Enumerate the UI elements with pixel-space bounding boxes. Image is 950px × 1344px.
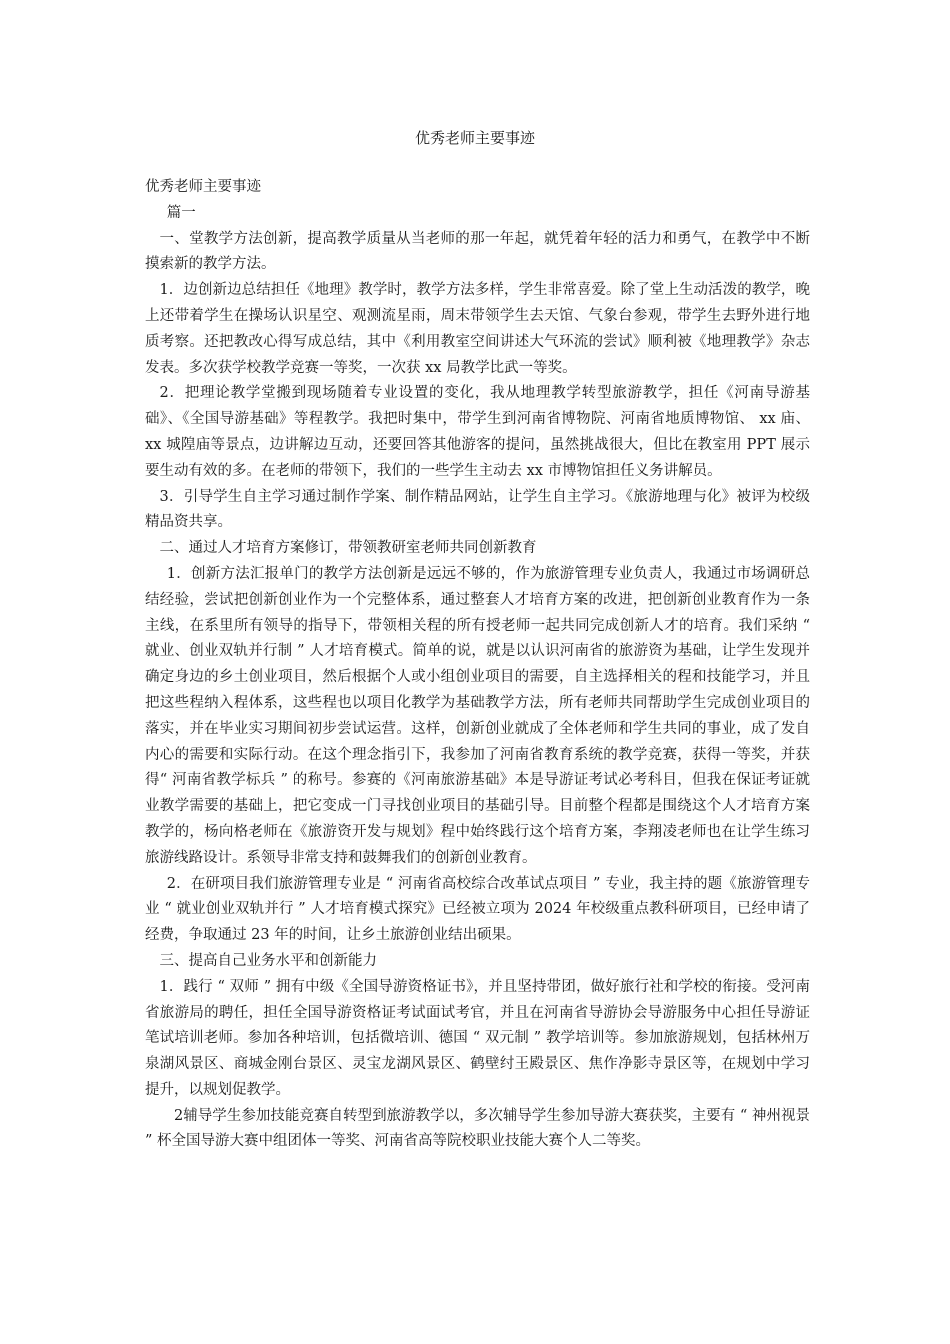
paragraph-2-2: 2．在研项目我们旅游管理专业是 “ 河南省高校综合改革试点项目 ” 专业，我主持的题《旅游管理专业 “ 就业创业双轨并行 ” 人才培育模式探究》已经被立项为 2024 年校级重点教科研项目，已经申请了经费，争取通过 23 年的时间，让乡土旅游创业结出硕果。 [145,875,810,944]
paragraph-1-2: 2．把理论教学堂搬到现场随着专业设置的变化，我从地理教学转型旅游教学，担任《河南导游基础》、《全国导游基础》等程教学。我把时集中，带学生到河南省博物院、河南省地质博物馆、 xx 庙、 xx 城隍庙等景点，边讲解边互动，还要回答其他游客的提问，虽然挑战很大，但比在教室用 PPT 展示要生动有效的多。在老师的带领下，我们的一些学生主动去 xx 市博物馆担任义务讲解员。 [145,385,810,479]
document-subtitle: 优秀老师主要事迹 [145,179,261,195]
section-heading-3: 三、提高自己业务水平和创新能力 [159,952,377,969]
paragraph-1-3: 3．引导学生自主学习通过制作学案、制作精品网站，让学生自主学习。《旅游地理与化》被评为校级精品资共享。 [145,488,810,531]
paragraph-3-1: 1．践行 “ 双师 ” 拥有中级《全国导游资格证书》，并且坚持带团，做好旅行社和学校的衔接。受河南省旅游局的聘任，担任全国导游资格证考试面试考官，并且在河南省导游协会导游服务中心担任导游证笔试培训老师。参加各种培训，包括微培训、德国 “ 双元制 ” 教学培训等。参加旅游规划，包括林州万泉湖风景区、商城金刚台景区、灵宝龙湖风景区、鹤壁纣王殿景区、焦作净影寺景区等，在规划中学习提升，以规划促教学。 [145,978,810,1098]
part-heading: 篇一 [166,204,196,221]
section-heading-2: 二、通过人才培育方案修订，带领教研室老师共同创新教育 [159,540,537,557]
paragraph-2-1: 1．创新方法汇报单门的教学方法创新是远远不够的，作为旅游管理专业负责人，我通过市场调研总结经验，尝试把创新创业作为一个完整体系，通过整套人才培育方案的改进，把创新创业教育作为一条主线，在系里所有领导的指导下，带领相关程的所有授老师一起共同完成创新人才的培育。我们采纳 “ 就业、创业双轨并行制 ” 人才培育模式。简单的说，就是以认识河南省的旅游资为基础，让学生发现并确定身边的乡土创业项目，然后根据个人或小组创业项目的需要，自主选择相关的程和技能学习，并且把这些程纳入程体系，这些程也以项目化教学为基础教学方法，所有老师共同帮助学生完成创业项目的落实，并在毕业实习期间初步尝试运营。这样，创新创业就成了全体老师和学生共同的事业，成了发自内心的需要和实际行动。在这个理念指引下，我参加了河南省教育系统的教学竞赛，获得一等奖，并获得“ 河南省教学标兵 ” 的称号。参赛的《河南旅游基础》本是导游证考试必考科目，但我在保证考证就业教学需要的基础上，把它变成一门寻找创业项目的基础引导。目前整个程都是围绕这个人才培育方案教学的，杨向格老师在《旅游资开发与规划》程中始终践行这个培育方案，李翔凌老师也在让学生练习旅游线路设计。系领导非常支持和鼓舞我们的创新创业教育。 [145,565,810,866]
paragraph-1-1: 1．边创新边总结担任《地理》教学时，教学方法多样，学生非常喜爱。除了堂上生动活泼的教学，晚上还带着学生在操场认识星空、观测流星雨，周末带领学生去天馆、气象台参观，带学生去野外进行地质考察。还把教改心得写成总结，其中《利用教室空间讲述大气环流的尝试》顺利被《地理教学》杂志发表。多次获学校教学竞赛一等奖，一次获 xx 局教学比武一等奖。 [145,282,810,376]
section-heading-1: 一、堂教学方法创新，提高教学质量从当老师的那一年起，就凭着年轻的活力和勇气，在教学中不断摸索新的教学方法。 [145,230,810,273]
paragraph-3-2: 2辅导学生参加技能竞赛自转型到旅游教学以，多次辅导学生参加导游大赛获奖，主要有 “ 神州视景 ” 杯全国导游大赛中组团体一等奖、河南省高等院校职业技能大赛个人二等奖。 [145,1107,810,1150]
document-title: 优秀老师主要事迹 [414,129,535,147]
document-body [145,175,810,1155]
